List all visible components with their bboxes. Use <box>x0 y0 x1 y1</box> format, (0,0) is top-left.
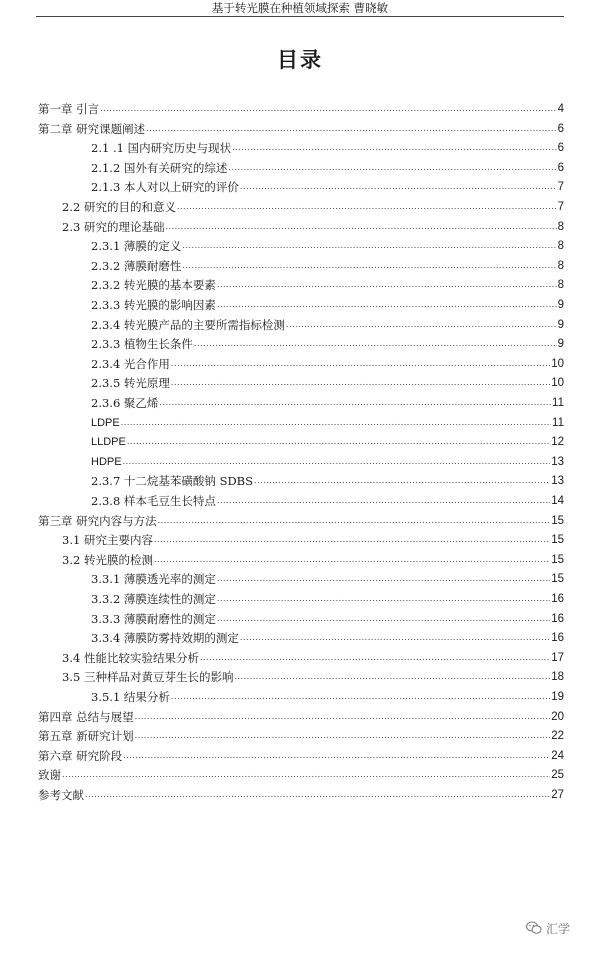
toc-leader-dots <box>158 516 551 526</box>
toc-entry-label: HDPE <box>91 455 122 468</box>
toc-entry[interactable] <box>91 469 564 488</box>
toc-entry-page: 16 <box>551 593 564 605</box>
toc-entry[interactable] <box>91 567 564 586</box>
toc-entry[interactable] <box>91 273 564 292</box>
toc-leader-dots <box>194 339 557 349</box>
toc-entry-label: 2.3.2 薄膜耐磨性 <box>91 258 182 273</box>
toc-leader-dots <box>200 653 550 663</box>
toc-entry-label: 2.3.5 转光原理 <box>91 376 170 391</box>
toc-leader-dots <box>240 633 550 643</box>
toc-leader-dots <box>121 418 551 428</box>
toc-entry-page: 16 <box>551 612 564 625</box>
toc-entry[interactable] <box>91 156 564 175</box>
toc-entry[interactable] <box>91 234 564 253</box>
toc-entry-label: 2.3.3 转光膜的影响因素 <box>91 298 216 312</box>
toc-entry-label: 2.3 研究的理论基础 <box>62 219 165 234</box>
toc-entry-page: 13 <box>551 455 564 468</box>
toc-leader-dots <box>182 261 556 271</box>
toc-entry[interactable] <box>91 489 564 508</box>
toc-entry-label: LLDPE <box>91 436 126 449</box>
toc-leader-dots <box>234 672 550 682</box>
toc-leader-dots <box>232 143 557 153</box>
toc-entry-page: 16 <box>551 632 564 645</box>
toc-entry[interactable] <box>62 528 564 547</box>
toc-entry-page: 10 <box>551 377 564 390</box>
toc-entry[interactable] <box>38 744 564 763</box>
toc-entry-label: 3.3.3 薄膜耐磨性的测定 <box>91 611 216 626</box>
toc-leader-dots <box>171 359 550 369</box>
toc-entry[interactable] <box>91 175 564 194</box>
toc-entry-label: 2.3.7 十二烷基苯磺酸钠 SDBS <box>91 474 253 489</box>
watermark <box>526 918 570 938</box>
toc-entry-page: 9 <box>557 318 564 331</box>
toc-entry[interactable] <box>38 763 564 782</box>
toc-entry-page: 15 <box>551 514 564 527</box>
toc-leader-dots <box>146 124 556 134</box>
toc-entry[interactable] <box>62 548 564 567</box>
toc-entry[interactable] <box>91 352 564 371</box>
toc-leader-dots <box>177 202 557 212</box>
toc-entry-label: 第四章 总结与展望 <box>38 709 134 724</box>
toc-entry[interactable] <box>91 391 564 410</box>
toc-leader-dots <box>217 574 550 584</box>
toc-entry[interactable] <box>91 411 564 430</box>
toc-entry-label: 3.5 三种样品对黄豆芽生长的影响 <box>62 670 234 685</box>
toc-entry[interactable] <box>91 313 564 332</box>
toc-entry-label: 2.1 .1 国内研究历史与现状 <box>91 141 232 156</box>
toc-entry-page: 8 <box>557 240 564 253</box>
toc-entry-page: 12 <box>551 436 564 449</box>
toc-entry-label: 参考文献 <box>38 788 84 802</box>
toc-entry[interactable] <box>38 783 564 802</box>
toc-leader-dots <box>159 398 551 408</box>
toc-entry-page: 19 <box>551 691 564 703</box>
toc-entry-label: LDPE <box>91 416 120 429</box>
toc-entry-page: 15 <box>551 534 564 547</box>
toc-entry[interactable] <box>91 450 564 469</box>
toc-leader-dots <box>100 104 556 114</box>
toc-entry-label: 第三章 研究内容与方法 <box>38 513 157 528</box>
toc-entry-page: 18 <box>551 671 564 684</box>
toc-entry[interactable] <box>91 293 564 312</box>
toc-entry-page: 11 <box>552 397 564 409</box>
toc-entry-label: 3.2 转光膜的检测 <box>62 552 153 567</box>
toc-entry[interactable] <box>91 607 564 626</box>
toc-entry-label: 第一章 引言 <box>38 102 100 116</box>
toc-leader-dots <box>171 692 550 702</box>
toc-entry-page: 9 <box>557 299 564 311</box>
toc-entry-page: 9 <box>557 338 564 351</box>
toc-entry-label: 3.4 性能比较实验结果分析 <box>62 650 199 665</box>
toc-entry[interactable] <box>91 136 564 155</box>
toc-entry-page: 22 <box>551 730 564 743</box>
toc-entry[interactable] <box>38 117 564 136</box>
toc-entry[interactable] <box>38 97 564 116</box>
toc-leader-dots <box>286 320 557 330</box>
toc-entry-label: 3.5.1 结果分析 <box>91 690 170 704</box>
toc-entry[interactable] <box>38 724 564 743</box>
toc-entry[interactable] <box>91 254 564 273</box>
toc-entry-page: 8 <box>557 259 564 272</box>
toc-leader-dots <box>85 790 550 800</box>
toc-entry-page: 11 <box>552 416 564 429</box>
toc-entry[interactable] <box>62 646 564 665</box>
toc-entry-page: 20 <box>551 710 564 723</box>
toc-leader-dots <box>62 770 550 780</box>
header-rule <box>36 16 564 17</box>
toc-leader-dots <box>217 614 550 624</box>
toc-entry-page: 25 <box>551 769 564 782</box>
toc-entry[interactable] <box>62 195 564 214</box>
toc-entry-label: 3.3.1 薄膜透光率的测定 <box>91 572 216 587</box>
toc-entry-page: 4 <box>557 103 564 115</box>
toc-entry-label: 2.1.2 国外有关研究的综述 <box>91 160 228 175</box>
toc-entry-page: 15 <box>551 573 564 586</box>
toc-entry-page: 13 <box>551 475 564 488</box>
toc-entry-page: 6 <box>557 161 564 174</box>
toc-leader-dots <box>171 378 550 388</box>
toc-entry-label: 2.3.6 聚乙烯 <box>91 396 159 410</box>
toc-entry-label: 2.3.2 转光膜的基本要素 <box>91 278 216 293</box>
toc-leader-dots <box>254 476 550 486</box>
toc-entry-page: 27 <box>551 789 564 801</box>
toc-leader-dots <box>135 712 551 722</box>
toc-leader-dots <box>217 280 557 290</box>
toc-entry-label: 第六章 研究阶段 <box>38 748 123 763</box>
toc-leader-dots <box>154 535 550 545</box>
toc-entry-page: 10 <box>551 357 564 370</box>
toc-entry-page: 15 <box>551 553 564 566</box>
toc-entry-label: 2.3.1 薄膜的定义 <box>91 239 182 254</box>
toc-entry-label: 2.3.4 光合作用 <box>91 356 170 371</box>
toc-entry[interactable] <box>91 371 564 390</box>
toc-entry-label: 2.1.3 本人对以上研究的评价 <box>91 180 239 195</box>
toc-entry-page: 7 <box>557 181 564 194</box>
toc-entry-label: 致谢 <box>38 768 61 783</box>
toc-entry-page: 14 <box>551 495 564 507</box>
toc-leader-dots <box>154 555 550 565</box>
toc-leader-dots <box>123 751 550 761</box>
toc-entry[interactable] <box>91 587 564 606</box>
toc-leader-dots <box>217 496 550 506</box>
toc-leader-dots <box>228 163 556 173</box>
toc-entry-label: 2.2 研究的目的和意义 <box>62 200 176 214</box>
toc-entry-label: 2.3.4 转光膜产品的主要所需指标检测 <box>91 317 285 332</box>
toc-entry-label: 3.3.2 薄膜连续性的测定 <box>91 592 216 606</box>
toc-entry-label: 2.3.8 样本毛豆生长特点 <box>91 494 216 508</box>
toc-leader-dots <box>217 594 550 604</box>
toc-entry[interactable] <box>62 665 564 684</box>
toc-entry-page: 8 <box>557 220 564 233</box>
toc-entry-label: 第二章 研究课题阐述 <box>38 121 146 136</box>
toc-entry[interactable] <box>38 509 564 528</box>
toc-entry-label: 3.1 研究主要内容 <box>62 533 153 548</box>
toc-leader-dots <box>217 300 557 310</box>
toc-leader-dots <box>240 182 557 192</box>
toc-entry-page: 7 <box>557 201 564 213</box>
toc-entry-page: 8 <box>557 279 564 292</box>
toc-entry-page: 6 <box>557 142 564 155</box>
toc-entry-label: 3.3.4 薄膜防雾持效期的测定 <box>91 631 239 646</box>
toc-entry-page: 6 <box>557 122 564 135</box>
toc-entry[interactable] <box>91 685 564 704</box>
toc-entry[interactable] <box>91 332 564 351</box>
toc-leader-dots <box>123 457 551 467</box>
toc-entry[interactable] <box>91 626 564 645</box>
toc-entry[interactable] <box>62 215 564 234</box>
page-title: 目录 <box>277 47 323 72</box>
toc-entry[interactable] <box>91 430 564 449</box>
toc-leader-dots <box>127 437 550 447</box>
toc-entry[interactable] <box>38 705 564 724</box>
toc-leader-dots <box>135 731 551 741</box>
toc-entry-page: 24 <box>551 749 564 762</box>
wechat-icon <box>526 921 542 935</box>
toc-entry-label: 2.3.3 植物生长条件 <box>91 337 193 352</box>
page-header: 基于转光膜在种植领域探索 曹晓敏 <box>211 1 389 15</box>
toc-leader-dots <box>165 222 556 232</box>
toc-entry-label: 第五章 新研究计划 <box>38 729 134 744</box>
toc-leader-dots <box>182 241 556 251</box>
watermark-text: 汇学 <box>546 921 571 936</box>
toc-entry-page: 17 <box>551 651 564 664</box>
